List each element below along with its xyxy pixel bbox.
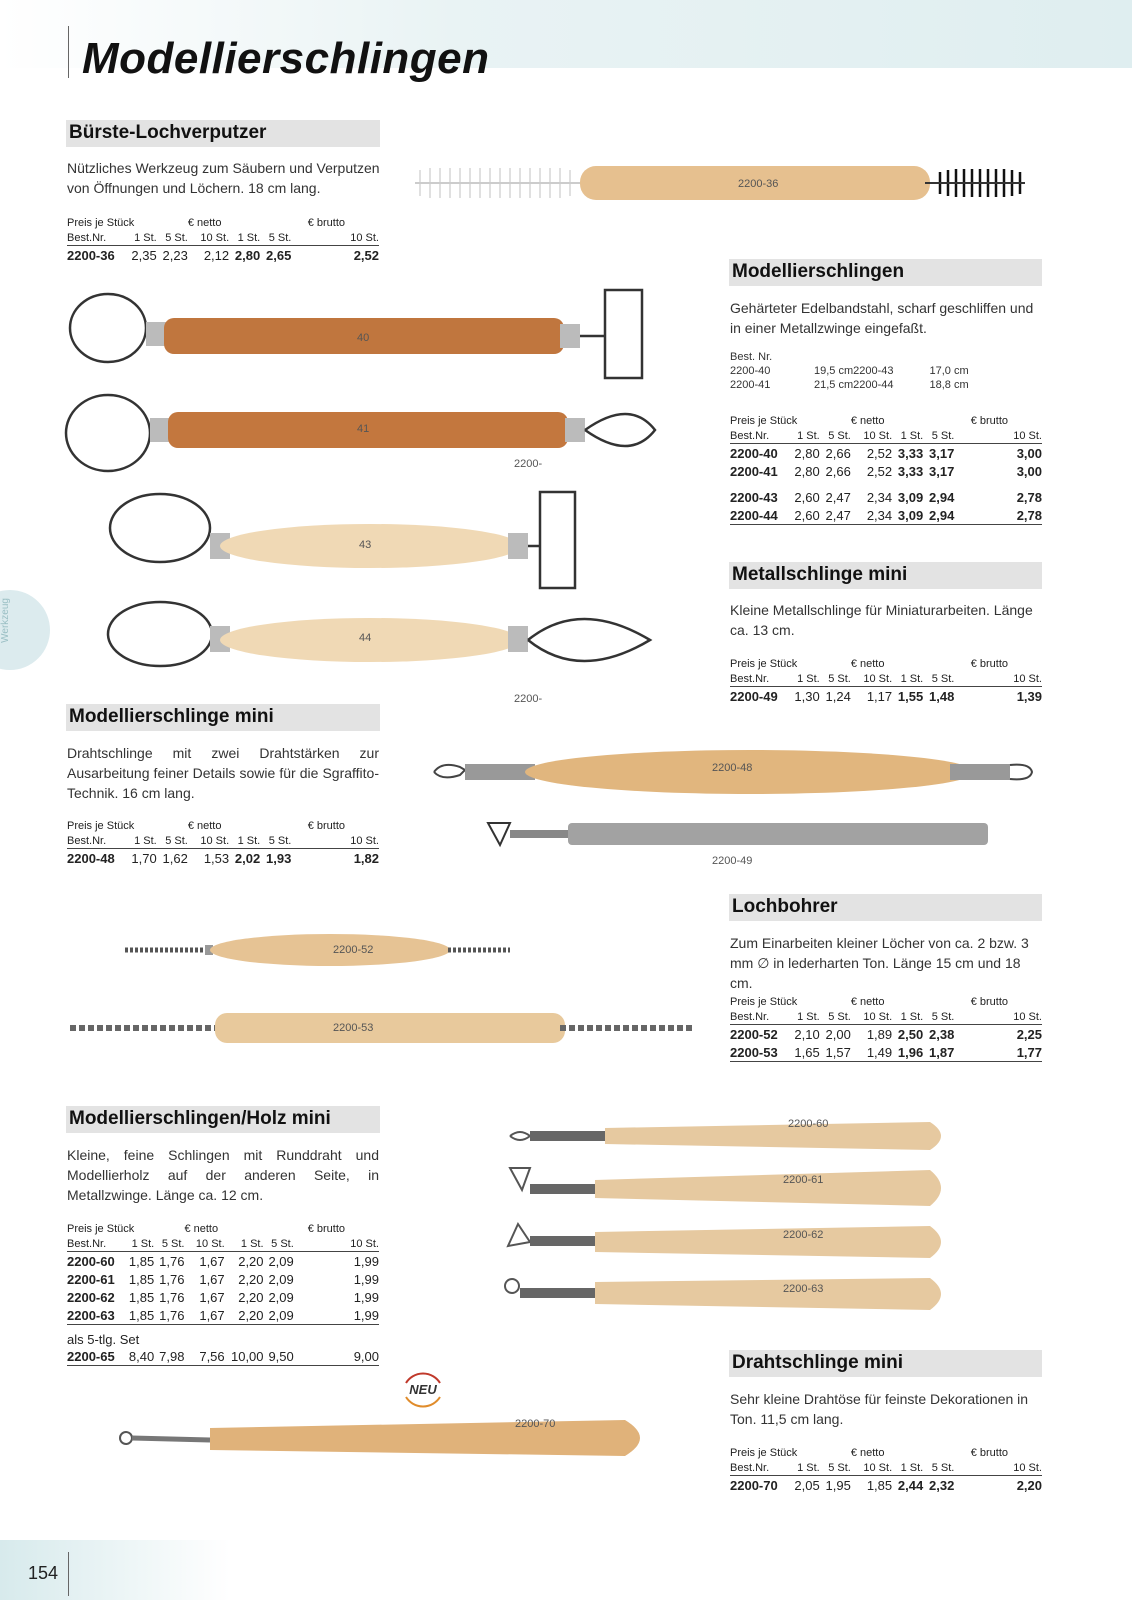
side-tab xyxy=(0,590,50,670)
price-table-hole-drill: Preis je Stück € netto € brutto Best.Nr. 1 St. 5 St. 10 St. 1 St. 5 St. 10 St. 2200-52 2,10 2,00 1,89 2,50 2,38 2,25 2200-53 1,65 1,57 1,49 1,96 1,87 1,77 xyxy=(730,995,1042,1060)
price-table-loops: Preis je Stück € netto € brutto Best.Nr. 1 St. 5 St. 10 St. 1 St. 5 St. 10 St. 2200-40 2,80 2,66 2,52 3,33 3,17 3,00 2200-41 2,80 2,66 2,52 3,33 3,17 3,00 2200-43 2,60 2,47 2,34 3,09 2,94 2,78 2200-44 2,60 2,47 2,34 3,09 2,94 2,78 xyxy=(730,414,1042,523)
loop-tools-photo xyxy=(60,278,660,718)
image-label-40: 40 xyxy=(357,332,370,344)
section-title-loops: Modellierschlingen xyxy=(729,259,1042,286)
section-title-loop-mini: Modellierschlinge mini xyxy=(66,704,380,731)
image-prefix-b: 2200- xyxy=(514,693,543,705)
section-title-hole-drill: Lochbohrer xyxy=(729,894,1042,921)
image-label-52: 2200-52 xyxy=(333,944,374,956)
image-label-43: 43 xyxy=(359,539,372,551)
handle-70 xyxy=(210,1420,640,1456)
image-label-41: 41 xyxy=(357,423,370,435)
section-desc-loop-mini: Drahtschlinge mit zwei Drahtstärken zur Ausarbeitung feiner Details sowie für die Sgraffito-Technik. 16 cm lang. xyxy=(67,745,379,801)
handle-61 xyxy=(595,1170,941,1206)
page-title: Modellierschlingen xyxy=(82,34,490,83)
title-rule xyxy=(68,26,69,78)
price-table-wire-mini: Preis je Stück € netto € brutto Best.Nr. 1 St. 5 St. 10 St. 1 St. 5 St. 10 St. 2200-70 2,05 1,95 1,85 2,44 2,32 2,20 xyxy=(730,1446,1042,1493)
handle-49 xyxy=(568,823,988,845)
image-prefix-a: 2200- xyxy=(514,458,543,470)
table-row: 2200-41 2,80 2,66 2,52 3,33 3,17 3,00 xyxy=(730,463,1042,479)
section-title-brush: Bürste-Lochverputzer xyxy=(66,120,380,147)
wood-mini-photos xyxy=(490,1098,970,1338)
section-desc-loops: Gehärteter Edelbandstahl, scharf geschliffen und in einer Metallzwinge eingefaßt. xyxy=(730,300,1034,336)
price-table-brush: Preis je Stück € netto € brutto Best.Nr. 1 St. 5 St. 10 St. 1 St. 5 St. 10 St. 2200-36 2,35 2,23 2,12 2,80 2,65 2,52 xyxy=(67,216,379,263)
table-row: 2200-65 8,40 7,98 7,56 10,00 9,50 9,00 xyxy=(67,1348,379,1364)
image-label-44: 44 xyxy=(359,632,372,644)
section-desc-hole-drill: Zum Einarbeiten kleiner Löcher von ca. 2 bzw. 3 mm ∅ in lederharten Ton. Länge 15 cm und 18 cm. xyxy=(730,935,1029,991)
best-nr-list: Best. Nr. 2200-40 19,5 cm2200-43 17,0 cm 2200-41 21,5 cm2200-44 18,8 cm xyxy=(730,351,969,391)
handle-52 xyxy=(210,934,450,966)
image-label-61: 2200-61 xyxy=(783,1174,824,1186)
image-label-49: 2200-49 xyxy=(712,855,753,867)
table-row: 2200-61 1,85 1,76 1,67 2,20 2,09 1,99 xyxy=(67,1271,379,1287)
table-row: 2200-36 2,35 2,23 2,12 2,80 2,65 2,52 xyxy=(67,247,379,263)
table-row: 2200-40 2,80 2,66 2,52 3,33 3,17 3,00 xyxy=(730,445,1042,461)
table-row: 2200-60 1,85 1,76 1,67 2,20 2,09 1,99 xyxy=(67,1253,379,1269)
image-label-brush: 2200-36 xyxy=(738,178,779,190)
handle-62 xyxy=(595,1226,941,1258)
handle-53 xyxy=(215,1013,565,1043)
brush-photo xyxy=(400,150,1040,230)
page-number: 154 xyxy=(28,1563,59,1583)
image-label-70: 2200-70 xyxy=(515,1418,556,1430)
table-row: 2200-44 2,60 2,47 2,34 3,09 2,94 2,78 xyxy=(730,507,1042,523)
section-title-wire-mini: Drahtschlinge mini xyxy=(729,1350,1042,1377)
new-badge-text: NEU xyxy=(409,1382,437,1397)
section-desc-wood-mini: Kleine, feine Schlingen mit Runddraht und Modellierholz auf der anderen Seite, in Metallzwinge. Länge ca. 12 cm. xyxy=(67,1147,379,1203)
table-row: 2200-70 2,05 1,95 1,85 2,44 2,32 2,20 xyxy=(730,1477,1042,1493)
table-row: 2200-43 2,60 2,47 2,34 3,09 2,94 2,78 xyxy=(730,489,1042,505)
handle-60 xyxy=(605,1122,941,1150)
price-table-loop-mini: Preis je Stück € netto € brutto Best.Nr. 1 St. 5 St. 10 St. 1 St. 5 St. 10 St. 2200-48 1,70 1,62 1,53 2,02 1,93 1,82 xyxy=(67,819,379,866)
handle-63 xyxy=(595,1278,941,1310)
table-row: 2200-52 2,10 2,00 1,89 2,50 2,38 2,25 xyxy=(730,1026,1042,1042)
price-table-metal-mini: Preis je Stück € netto € brutto Best.Nr. 1 St. 5 St. 10 St. 1 St. 5 St. 10 St. 2200-49 1,30 1,24 1,17 1,55 1,48 1,39 xyxy=(730,657,1042,704)
image-label-63: 2200-63 xyxy=(783,1283,824,1295)
table-row: 2200-62 1,85 1,76 1,67 2,20 2,09 1,99 xyxy=(67,1289,379,1305)
image-label-48: 2200-48 xyxy=(712,762,753,774)
side-tab-label: Werkzeug xyxy=(0,598,11,643)
section-desc-wire-mini: Sehr kleine Drahtöse für feinste Dekorationen in Ton. 11,5 cm lang. xyxy=(730,1391,1029,1427)
page-number-rule xyxy=(68,1552,69,1596)
section-title-wood-mini: Modellierschlingen/Holz mini xyxy=(66,1106,380,1133)
hole-drill-photos xyxy=(60,925,710,1055)
table-row: 2200-53 1,65 1,57 1,49 1,96 1,87 1,77 xyxy=(730,1044,1042,1060)
table-row: 2200-63 1,85 1,76 1,67 2,20 2,09 1,99 xyxy=(67,1307,379,1323)
section-desc-brush: Nützliches Werkzeug zum Säubern und Verputzen von Öffnungen und Löchern. 18 cm lang. xyxy=(67,160,380,196)
table-row: 2200-48 1,70 1,62 1,53 2,02 1,93 1,82 xyxy=(67,850,379,866)
section-title-metal-mini: Metallschlinge mini xyxy=(729,562,1042,589)
mini-loop-photos xyxy=(420,735,1060,875)
image-label-60: 2200-60 xyxy=(788,1118,829,1130)
section-desc-metal-mini: Kleine Metallschlinge für Miniaturarbeiten. Länge ca. 13 cm. xyxy=(730,602,1033,638)
price-table-wood-mini: Preis je Stück € netto € brutto Best.Nr. 1 St. 5 St. 10 St. 1 St. 5 St. 10 St. 2200-60 1,85 1,76 1,67 2,20 2,09 1,99 2200-61 1,85 1,76 1,67 2,20 2,09 1,99 2200-62 1,85 1,76 1,67 2,20 2,09 1,99 2200-63 1,85 1,76 1,67 2,20 2,09 1,99 als 5-tlg. Set 2200-65 8,40 7,98 7,56 10,00 9,50 9,00 xyxy=(67,1222,379,1364)
set-label-row: als 5-tlg. Set xyxy=(67,1332,140,1347)
table-row: 2200-49 1,30 1,24 1,17 1,55 1,48 1,39 xyxy=(730,688,1042,704)
wire-mini-photo xyxy=(110,1400,670,1480)
image-label-62: 2200-62 xyxy=(783,1229,824,1241)
image-label-53: 2200-53 xyxy=(333,1022,374,1034)
